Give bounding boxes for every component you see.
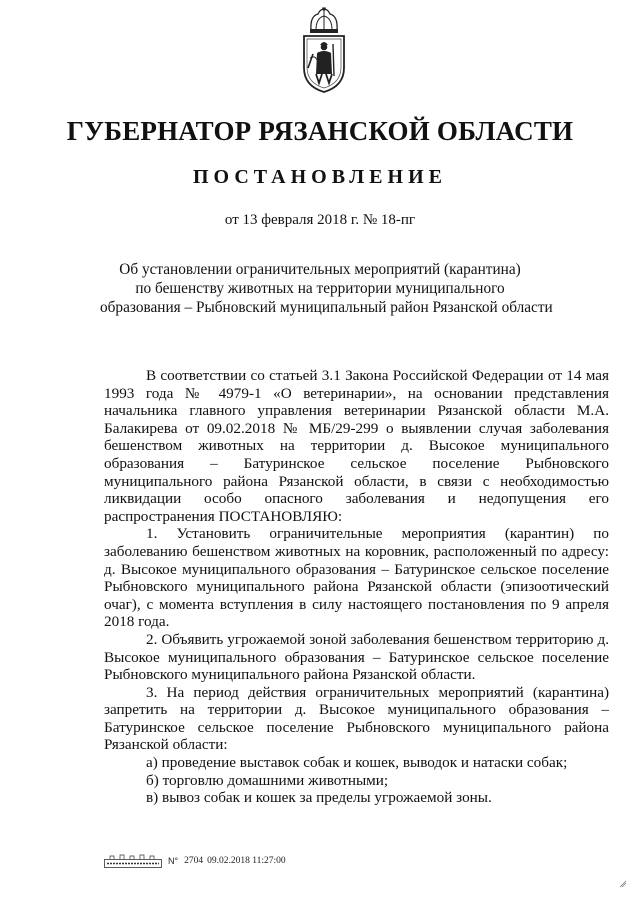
preamble-paragraph: В соответствии со статьей 3.1 Закона Российской Федерации от 14 мая 1993 года № 4979-1 «О ветеринарии», на основании представления начальника главного управления ветеринарии Рязанской области М.А. Балакирева от 09.02.2018 № МБ/29-299 о выявлении случая заболевания бешенством животных на территории д. Высокое муниципального образования – Батуринское сельское поселение Рыбновского муниципального района Рязанской области, в связи с необходимостью ликвидации особо опасного заболевания и недопущения его распространения ПОСТАНОВЛЯЮ: <box>104 367 609 525</box>
ryazan-coat-of-arms-icon <box>296 6 352 96</box>
point-2-paragraph: 2. Объявить угрожаемой зоной заболевания бешенством территорию д. Высокое муниципального образования – Батуринское сельское поселение Рыбновского муниципального района Рязанской области. <box>104 630 609 684</box>
registration-timestamp: 09.02.2018 11:27:00 <box>207 856 286 866</box>
prohibition-item: а) проведение выставок собак и кошек, выводок и натаски собак; <box>146 754 568 772</box>
registration-code-mark: N° <box>168 856 179 866</box>
subject-line: Об установлении ограничительных мероприятий (карантина) <box>119 261 521 278</box>
subject-line: по бешенству животных на территории муниципального <box>135 280 505 297</box>
point-1-paragraph: 1. Установить ограничительные мероприятия (карантин) по заболеванию бешенством животных на коровник, расположенный по адресу: д. Высокое муниципального образования – Батуринское сельское поселение Рыбновского муниципального района Рязанской области (эпизоотический очаг), с момента вступления в силу настоящего постановления по 9 апреля 2018 года. <box>104 525 609 631</box>
subject-line: образования – Рыбновский муниципальный район Рязанской области <box>100 299 553 316</box>
decree-date-line: от 13 февраля 2018 г. № 18-пг <box>224 212 416 228</box>
registration-stamp-logo <box>104 854 162 868</box>
decree-subject <box>100 260 553 317</box>
decree-body <box>104 367 609 807</box>
document-type: ПОСТАНОВЛЕНИЕ <box>193 166 447 188</box>
registration-footer <box>104 853 286 869</box>
prohibition-item: в) вывоз собак и кошек за пределы угрожаемой зоны. <box>146 789 492 807</box>
corner-mark-icon <box>619 880 627 888</box>
prohibition-item: б) торговлю домашними животными; <box>146 771 389 789</box>
registration-number: 2704 <box>184 856 204 866</box>
authority-title: ГУБЕРНАТОР РЯЗАНСКОЙ ОБЛАСТИ <box>66 116 574 146</box>
point-3-paragraph: 3. На период действия ограничительных мероприятий (карантина) запретить на территории д. Высокое муниципального образования – Батуринское сельское поселение Рыбновского муниципального района Рязанской области: <box>104 683 609 754</box>
